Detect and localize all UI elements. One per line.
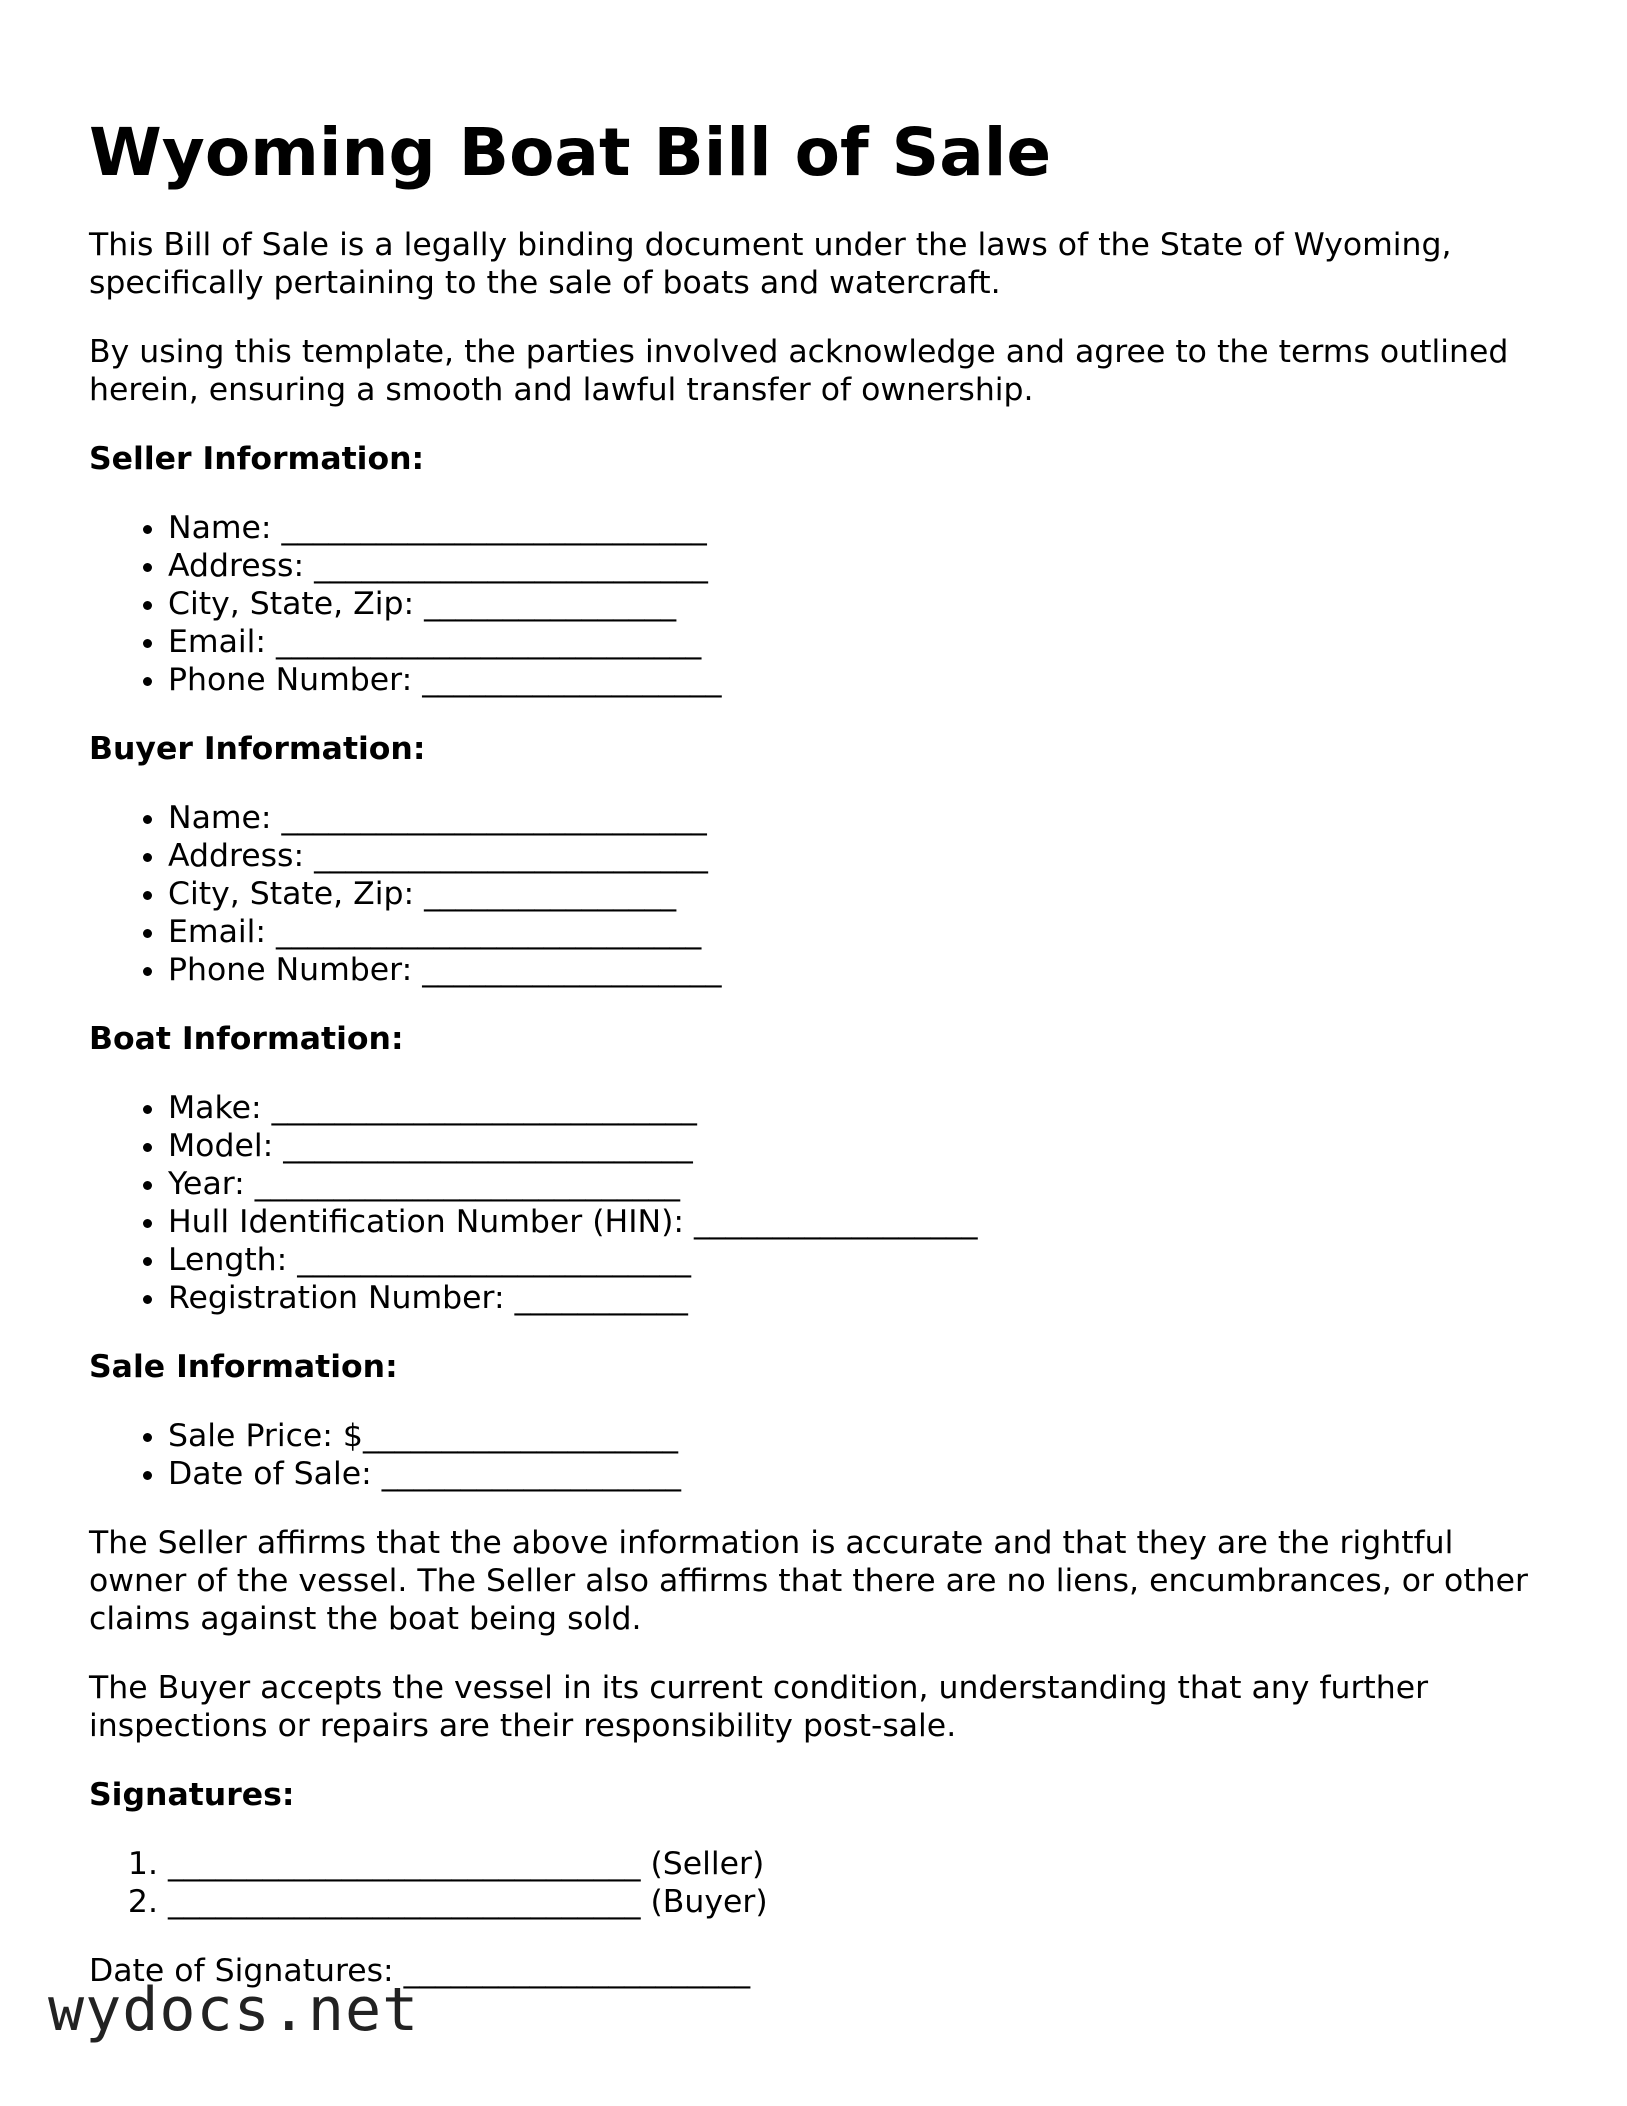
seller-list: [89, 509, 1549, 699]
sale-price-field: • Sale Price: $____________________: [168, 1417, 1549, 1455]
signatures-list: [89, 1845, 1549, 1921]
signatures-heading: Signatures:: [89, 1777, 295, 1813]
buyer-list: [89, 799, 1549, 989]
boat-heading: Boat Information:: [89, 1021, 404, 1057]
buyer-heading: Buyer Information:: [89, 731, 426, 767]
buyer-acceptance-paragraph: The Buyer accepts the vessel in its current condition, understanding that any further inspections or repairs are their responsibility post-sale.: [89, 1670, 1429, 1744]
intro-paragraph-2: By using this template, the parties involved acknowledge and agree to the terms outlined herein, ensuring a smooth and lawful transfer of ownership.: [89, 334, 1509, 408]
seller-name-field: • Name: ___________________________: [168, 509, 1549, 547]
sale-date-field: • Date of Sale: ___________________: [168, 1455, 1549, 1493]
seller-address-field: • Address: _________________________: [168, 547, 1549, 585]
buyer-address-field: • Address: _________________________: [168, 837, 1549, 875]
seller-signature-line: 1. ______________________________ (Seller): [168, 1845, 1549, 1883]
boat-length-field: • Length: _________________________: [168, 1241, 1549, 1279]
sale-list: [89, 1417, 1549, 1493]
buyer-phone-field: • Phone Number: ___________________: [168, 951, 1549, 989]
signature-date-line: Date of Signatures: ______________________: [89, 1953, 751, 1989]
seller-email-field: • Email: ___________________________: [168, 623, 1549, 661]
boat-make-field: • Make: ___________________________: [168, 1089, 1549, 1127]
document-title: Wyoming Boat Bill of Sale: [89, 114, 1052, 191]
seller-phone-field: • Phone Number: ___________________: [168, 661, 1549, 699]
boat-registration-field: • Registration Number: ___________: [168, 1279, 1549, 1317]
buyer-signature-line: 2. ______________________________ (Buyer): [168, 1883, 1549, 1921]
seller-city-state-zip-field: • City, State, Zip: ________________: [168, 585, 1549, 623]
intro-paragraph-1: This Bill of Sale is a legally binding document under the laws of the State of Wyoming, specifically pertaining to the sale of boats and watercraft.: [89, 227, 1452, 301]
boat-hin-field: • Hull Identification Number (HIN): __________________: [168, 1203, 1549, 1241]
buyer-city-state-zip-field: • City, State, Zip: ________________: [168, 875, 1549, 913]
watermark-logo: wydocs.net: [48, 1975, 420, 2045]
document-page: [89, 108, 1549, 2021]
boat-list: [89, 1089, 1549, 1317]
boat-model-field: • Model: __________________________: [168, 1127, 1549, 1165]
seller-heading: Seller Information:: [89, 441, 425, 477]
seller-affirmation-paragraph: The Seller affirms that the above information is accurate and that they are the rightful owner of the vessel. The Seller also affirms that there are no liens, encumbrances, or other claims against the boat being sold.: [89, 1525, 1528, 1637]
buyer-email-field: • Email: ___________________________: [168, 913, 1549, 951]
boat-year-field: • Year: ___________________________: [168, 1165, 1549, 1203]
buyer-name-field: • Name: ___________________________: [168, 799, 1549, 837]
sale-heading: Sale Information:: [89, 1349, 398, 1385]
